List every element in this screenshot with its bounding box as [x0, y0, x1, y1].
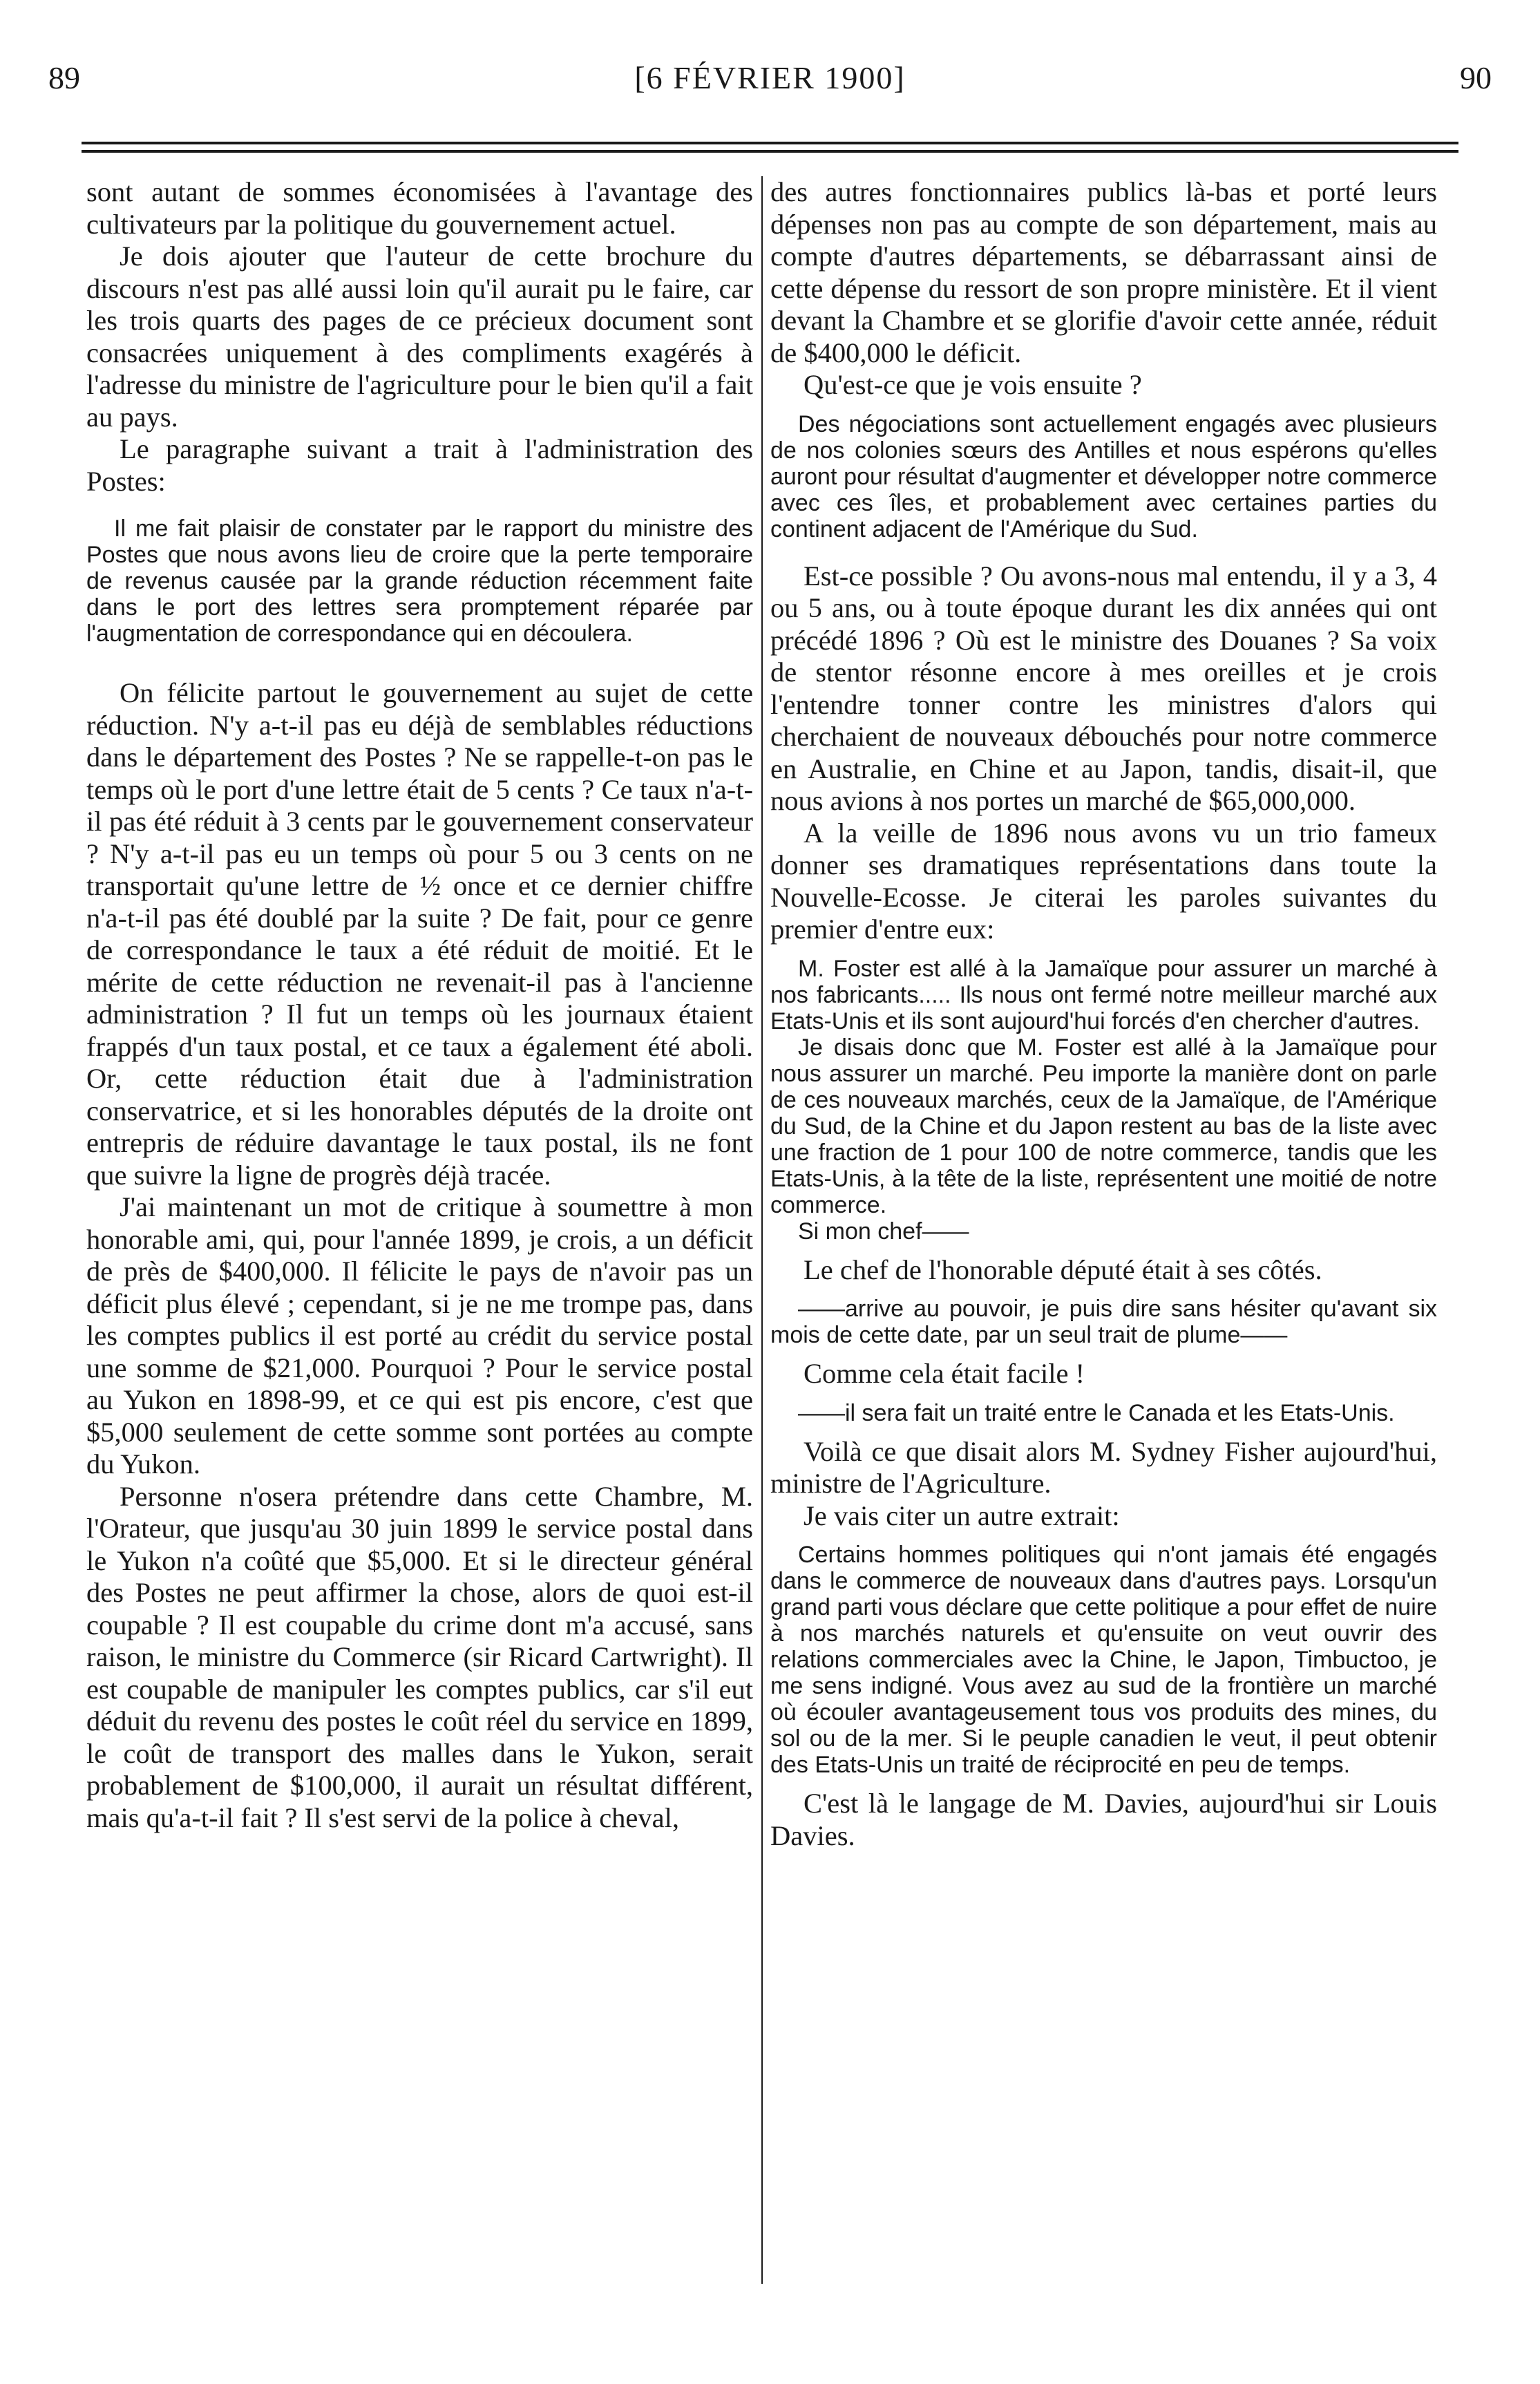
left-column — [86, 176, 753, 1834]
spacer — [770, 1778, 1437, 1788]
right-column — [770, 176, 1437, 1852]
header-rule-top — [82, 142, 1458, 144]
spacer — [770, 1286, 1437, 1296]
column-divider — [761, 176, 763, 2284]
paragraph: Personne n'osera prétendre dans cette Chambre, M. l'Orateur, que jusqu'au 30 juin 1899 le service postal dans le Yukon n'a coûté que $5,000. Et si le directeur général des Postes ne peut affirmer la chose, alors de quoi est-il coupable ? Il est coupable du crime dont m'a accusé, sans raison, le ministre du Commerce (sir Ricard Cartwright). Il est coupable de manipuler les comptes publics, car s'il eut déduit du revenu des postes le coût réel du service en 1899, le coût de transport des malles dans le Yukon, serait probablement de $100,000, il aurait un résultat différent, mais qu'a-t-il fait ? Il s'est servi de la police à cheval, — [86, 1480, 753, 1833]
header-rule-bottom — [82, 150, 1458, 153]
paragraph: On félicite partout le gouvernement au sujet de cette réduction. N'y a-t-il pas eu déjà de semblables réductions dans le département des Postes ? Ne se rappelle-t-on pas le temps où le port d'une lettre était de 5 cents ? Ce taux n'a-t-il pas été réduit à 3 cents par le gouvernement conservateur ? N'y a-t-il pas eu un temps où pour 5 ou 3 cents on ne transportait qu'une lettre de ½ once et ce dernier chiffre n'a-t-il pas été doublé par la suite ? De fait, pour ce genre de correspondance le taux a été réduit de moitié. Et le mérite de cette réduction ne revenait-il pas à l'ancienne administration ? Il fut un temps où les journaux étaient frappés d'un taux postal, et ce taux a également été aboli. Or, cette réduction était due à l'administration conservatrice, et si les honorables députés de la droite ont entrepris de réduire davantage le taux postal, ils ne font que suivre la ligne de progrès déjà tracée. — [86, 677, 753, 1191]
paragraph: sont autant de sommes économisées à l'avantage des cultivateurs par la politique du gouvernement actuel. — [86, 176, 753, 240]
quotation: M. Foster est allé à la Jamaïque pour assurer un marché à nos fabricants..... Ils nous ont fermé notre meilleur marché aux Etats-Unis et ils sont aujourd'hui forcés d'en chercher d'autres. — [770, 955, 1437, 1034]
paragraph: Le paragraphe suivant a trait à l'administration des Postes: — [86, 433, 753, 497]
paragraph: C'est là le langage de M. Davies, aujourd'hui sir Louis Davies. — [770, 1788, 1437, 1851]
page-header — [48, 59, 1492, 108]
quotation: Je disais donc que M. Foster est allé à la Jamaïque pour nous assurer un marché. Peu importe la manière dont on parle de ces nouveaux marchés, ceux de la Jamaïque, de l'Amérique du Sud, de la Chine et du Japon restent au bas de la liste avec une fraction de 1 pour 100 de notre commerce, tandis que les Etats-Unis, à la tête de la liste, représentent une moitié de notre commerce. — [770, 1034, 1437, 1218]
paragraph: Qu'est-ce que je vois ensuite ? — [804, 369, 1142, 400]
spacer — [770, 401, 1437, 411]
paragraph: Voilà ce que disait alors M. Sydney Fisher aujourd'hui, ministre de l'Agriculture. — [770, 1435, 1437, 1499]
quotation: Des négociations sont actuellement engagés avec plusieurs de nos colonies sœurs des Antilles et nous espérons qu'elles auront pour résultat d'augmenter et développer notre commerce avec ces îles, et probablement avec certaines parties du continent adjacent de l'Amérique du Sud. — [770, 410, 1437, 542]
paragraph: Je vais citer un autre extrait: — [804, 1500, 1120, 1531]
spacer — [770, 1348, 1437, 1358]
quotation: Il me fait plaisir de constater par le rapport du ministre des Postes que nous avons lieu de croire que la perte temporaire de revenus causée par la grande réduction récemment faite dans le port des lettres sera promptement réparée par l'augmentation de correspondance qui en découlera. — [86, 515, 753, 647]
paragraph: J'ai maintenant un mot de critique à soumettre à mon honorable ami, qui, pour l'année 1899, je crois, a un déficit de près de $400,000. Il félicite le pays de n'avoir pas un déficit plus élevé ; cependant, si je ne me trompe pas, dans les comptes publics il est porté au crédit du service postal une somme de $21,000. Pourquoi ? Pour le service postal au Yukon en 1898-99, et ce qui est pis encore, c'est que $5,000 seulement de cette somme sont portées au compte du Yukon. — [86, 1191, 753, 1479]
page-number-left: 89 — [48, 60, 80, 95]
paragraph: des autres fonctionnaires publics là-bas et porté leurs dépenses non pas au compte de son département, mais au compte d'autres départements, se débarrassant ainsi de cette dépense du ressort de son propre ministère. Et il vient devant la Chambre et se glorifie d'avoir cette année, réduit de $400,000 le déficit. — [770, 176, 1437, 368]
paragraph: A la veille de 1896 nous avons vu un trio fameux donner ses dramatiques représentations dans toute la Nouvelle-Ecosse. Je citerai les paroles suivantes du premier d'entre eux: — [770, 817, 1437, 945]
quotation: Certains hommes politiques qui n'ont jamais été engagés dans le commerce de nouveaux dans d'autres pays. Lorsqu'un grand parti vous déclare que cette politique a pour effet de nuire à nos marchés naturels et qu'ensuite on veut ouvrir des relations commerciales avec la Chine, le Japon, Timbuctoo, je me sens indigné. Vous avez au sud de la frontière un marché où écouler avantageusement tous vos produits des mines, du sol ou de la mer. Si le peuple canadien le veut, il peut obtenir des Etats-Unis un traité de réciprocité en peu de temps. — [770, 1542, 1437, 1778]
page-number-right: 90 — [1460, 60, 1492, 95]
quotation: ——arrive au pouvoir, je puis dire sans hésiter qu'avant six mois de cette date, par un seul trait de plume—— — [770, 1296, 1437, 1348]
spacer — [86, 498, 753, 515]
spacer — [770, 542, 1437, 560]
quotation: Si mon chef—— — [798, 1218, 969, 1245]
paragraph: Le chef de l'honorable député était à ses côtés. — [804, 1254, 1322, 1285]
spacer — [770, 1532, 1437, 1542]
spacer — [770, 1426, 1437, 1436]
spacer — [770, 1245, 1437, 1254]
quotation: ——il sera fait un traité entre le Canada et les Etats-Unis. — [798, 1399, 1395, 1426]
paragraph: Je dois ajouter que l'auteur de cette brochure du discours n'est pas allé aussi loin qu'il aurait pu le faire, car les trois quarts des pages de ce précieux document sont consacrées uniquement à des compliments exagérés à l'adresse du ministre de l'agriculture pour le bien qu'il a fait au pays. — [86, 240, 753, 433]
spacer — [86, 647, 753, 677]
paragraph: Est-ce possible ? Ou avons-nous mal entendu, il y a 3, 4 ou 5 ans, ou à toute époque durant les dix années qui ont précédé 1896 ? Où est le ministre des Douanes ? Sa voix de stentor résonne encore à mes oreilles et je crois l'entendre tonner contre les ministres d'alors qui cherchaient de nouveaux débouchés pour notre commerce en Australie, en Chine et au Japon, tandis, disait-il, que nous avions à nos portes un marché de $65,000,000. — [770, 560, 1437, 816]
header-date: [6 FÉVRIER 1900] — [634, 60, 906, 95]
paragraph: Comme cela était facile ! — [804, 1358, 1085, 1389]
spacer — [770, 1390, 1437, 1400]
spacer — [770, 946, 1437, 956]
